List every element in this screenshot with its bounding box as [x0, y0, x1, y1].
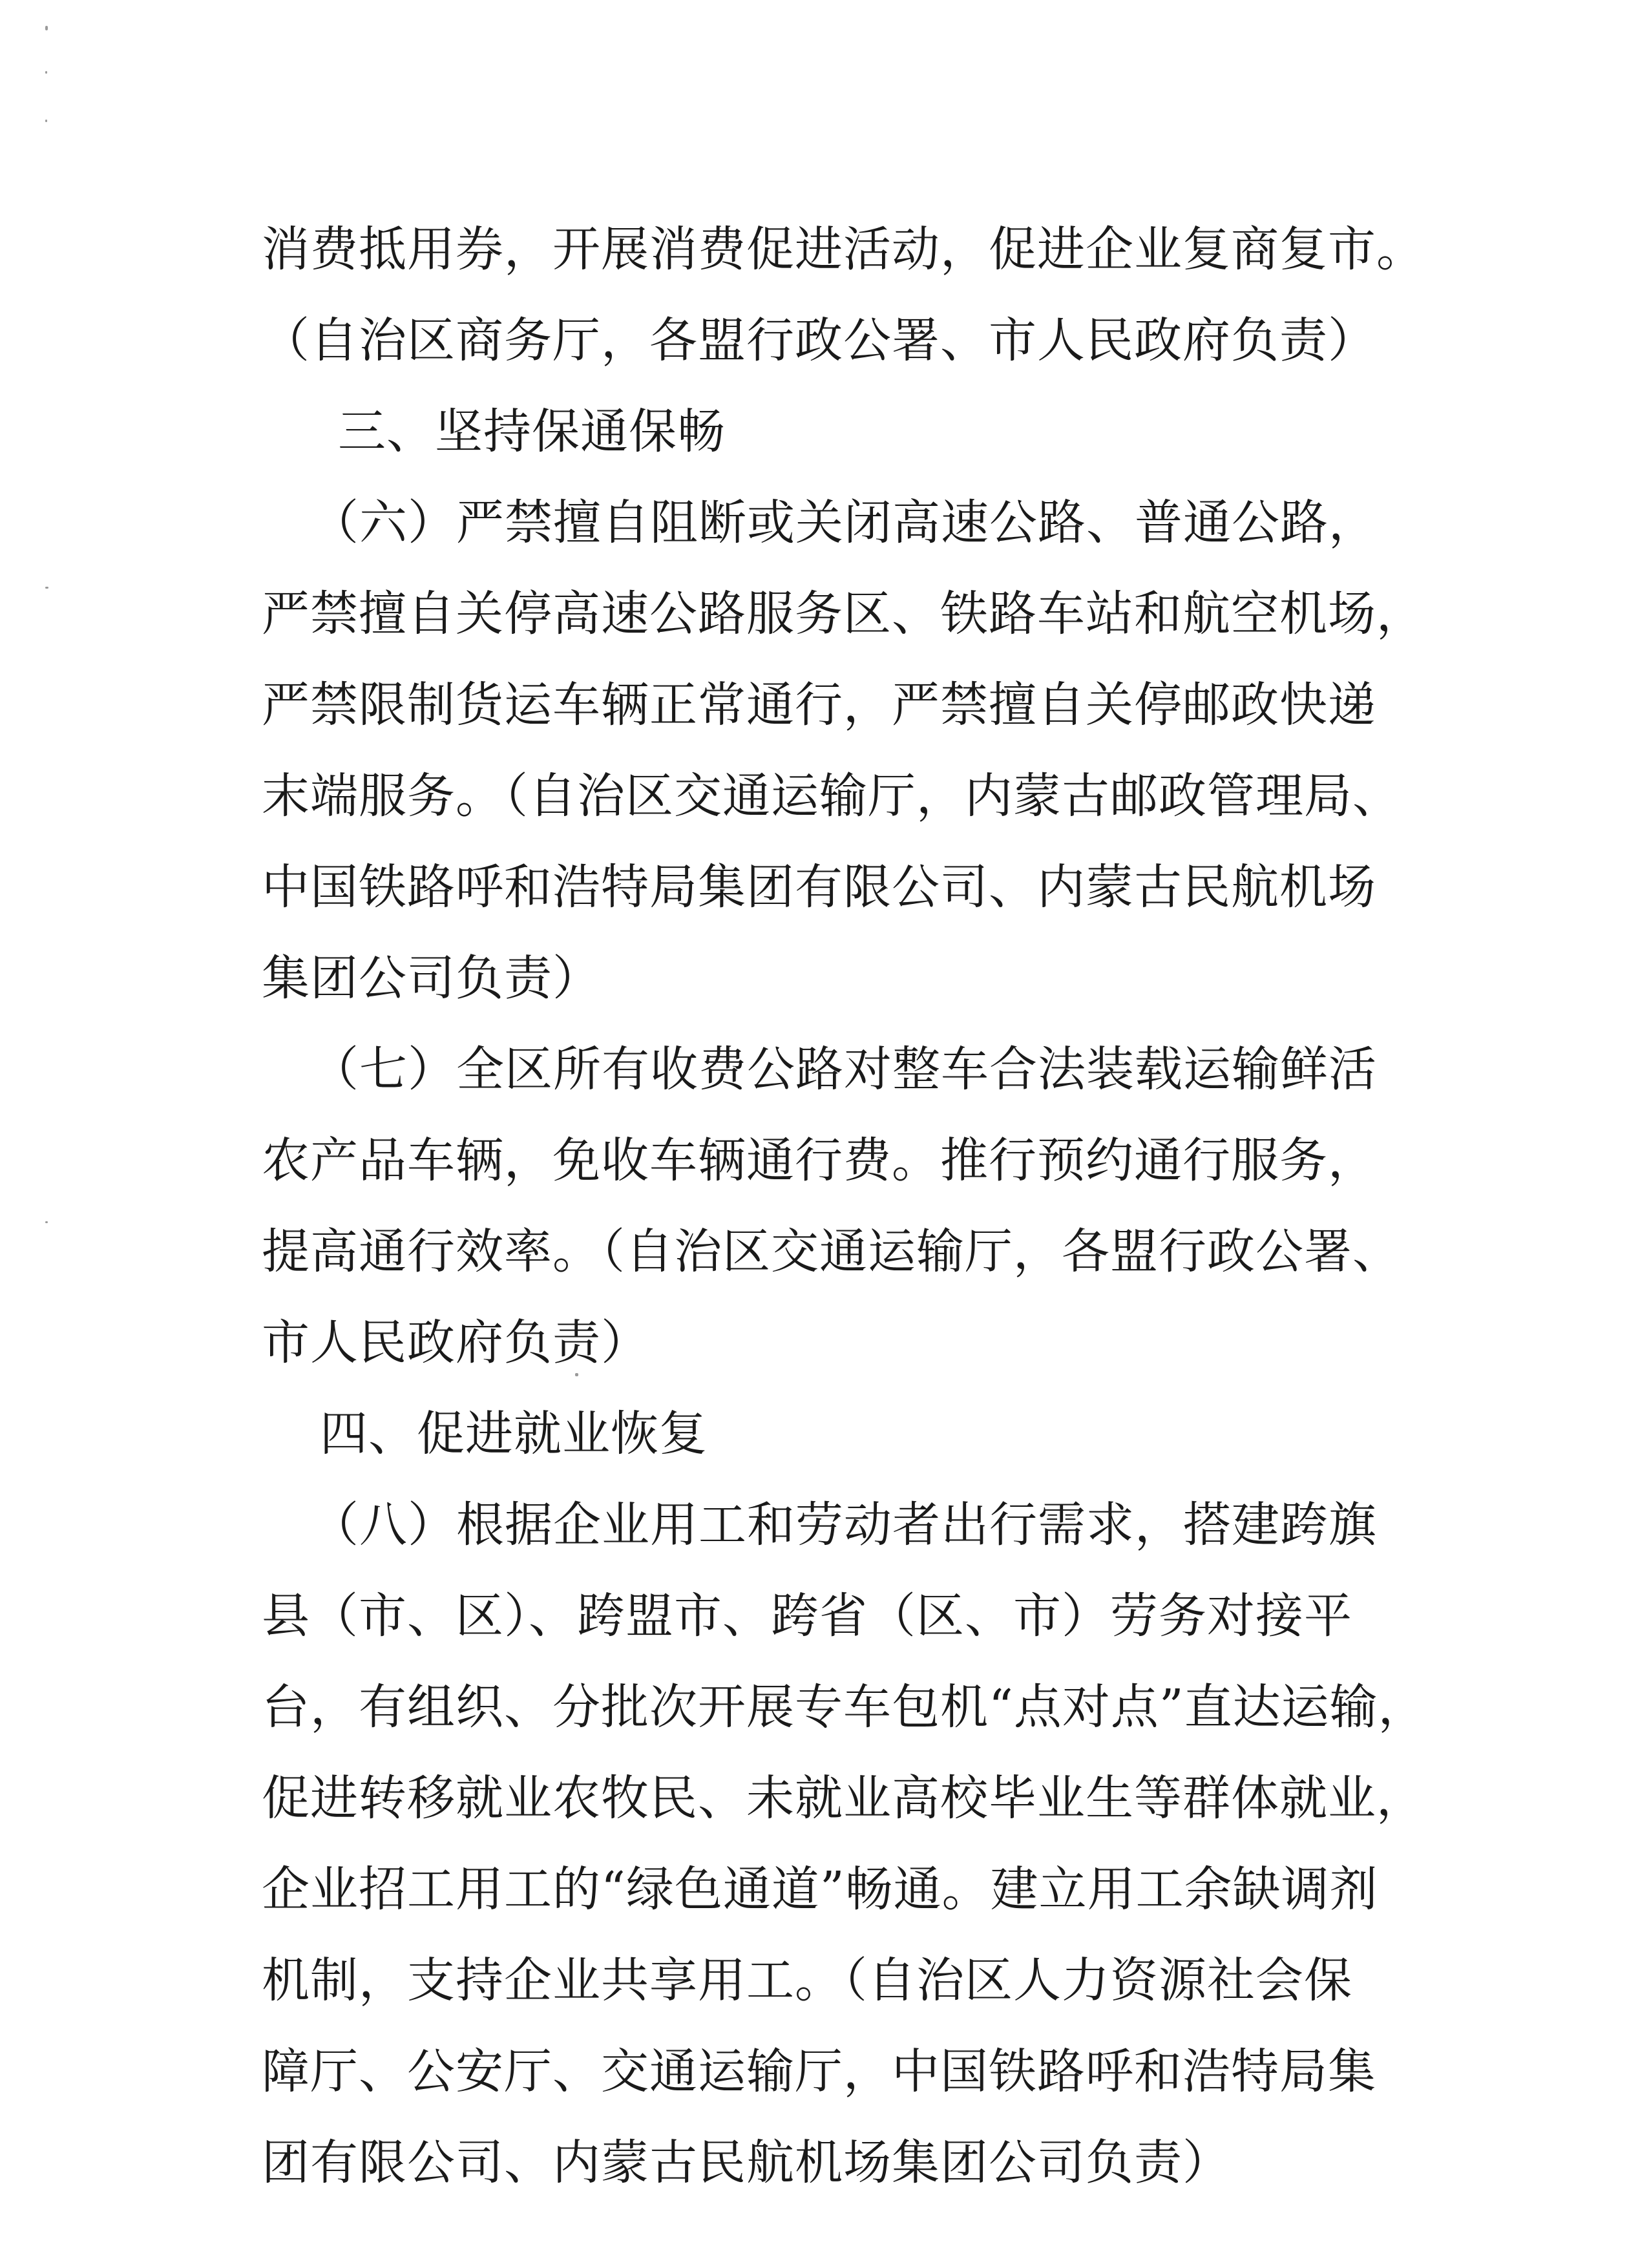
body-line: 严禁限制货运车辆正常通行，严禁擅自关停邮政快递 [262, 677, 1376, 733]
body-line: 严禁擅自关停高速公路服务区、铁路车站和航空机场， [262, 586, 1425, 642]
body-line: 县（市、区）、跨盟市、跨省（区、市）劳务对接平 [262, 1588, 1352, 1644]
body-line: 农产品车辆，免收车辆通行费。推行预约通行服务， [262, 1133, 1376, 1188]
scan-speck [45, 587, 48, 589]
paragraph-start: （八）根据企业用工和劳动者出行需求，搭建跨旗 [311, 1497, 1377, 1553]
scan-speck [45, 1221, 48, 1223]
body-line: 障厅、公安厅、交通运输厅，中国铁路呼和浩特局集 [262, 2044, 1376, 2099]
body-line: 提高通行效率。（自治区交通运输厅，各盟行政公署、 [262, 1224, 1401, 1279]
section-heading: 三、坚持保通保畅 [338, 404, 726, 459]
body-line: 消费抵用券，开展消费促进活动，促进企业复商复市。 [262, 222, 1425, 277]
body-line: 机制，支持企业共享用工。（自治区人力资源社会保 [262, 1953, 1352, 2008]
body-line: 团有限公司、内蒙古民航机场集团公司负责） [262, 2135, 1231, 2190]
body-line: （自治区商务厅，各盟行政公署、市人民政府负责） [262, 313, 1376, 368]
body-line: 集团公司负责） [262, 950, 601, 1006]
scan-speck [45, 26, 48, 30]
body-line: 末端服务。（自治区交通运输厅，内蒙古邮政管理局、 [262, 768, 1401, 824]
paragraph-start: （六）严禁擅自阻断或关闭高速公路、普通公路， [311, 495, 1377, 551]
body-line: 市人民政府负责） [262, 1315, 649, 1370]
scan-speck [45, 71, 47, 74]
paragraph-start: （七）全区所有收费公路对整车合法装载运输鲜活 [311, 1042, 1377, 1097]
scan-speck [45, 120, 47, 122]
body-line: 促进转移就业农牧民、未就业高校毕业生等群体就业， [262, 1770, 1425, 1826]
body-line: 企业招工用工的“绿色通道”畅通。建立用工余缺调剂 [262, 1862, 1378, 1917]
body-line: 中国铁路呼和浩特局集团有限公司、内蒙古民航机场 [262, 859, 1376, 915]
section-heading: 四、促进就业恢复 [320, 1406, 708, 1462]
document-body [262, 204, 1427, 2209]
body-line: 台，有组织、分批次开展专车包机“点对点”直达运输， [262, 1679, 1427, 1735]
